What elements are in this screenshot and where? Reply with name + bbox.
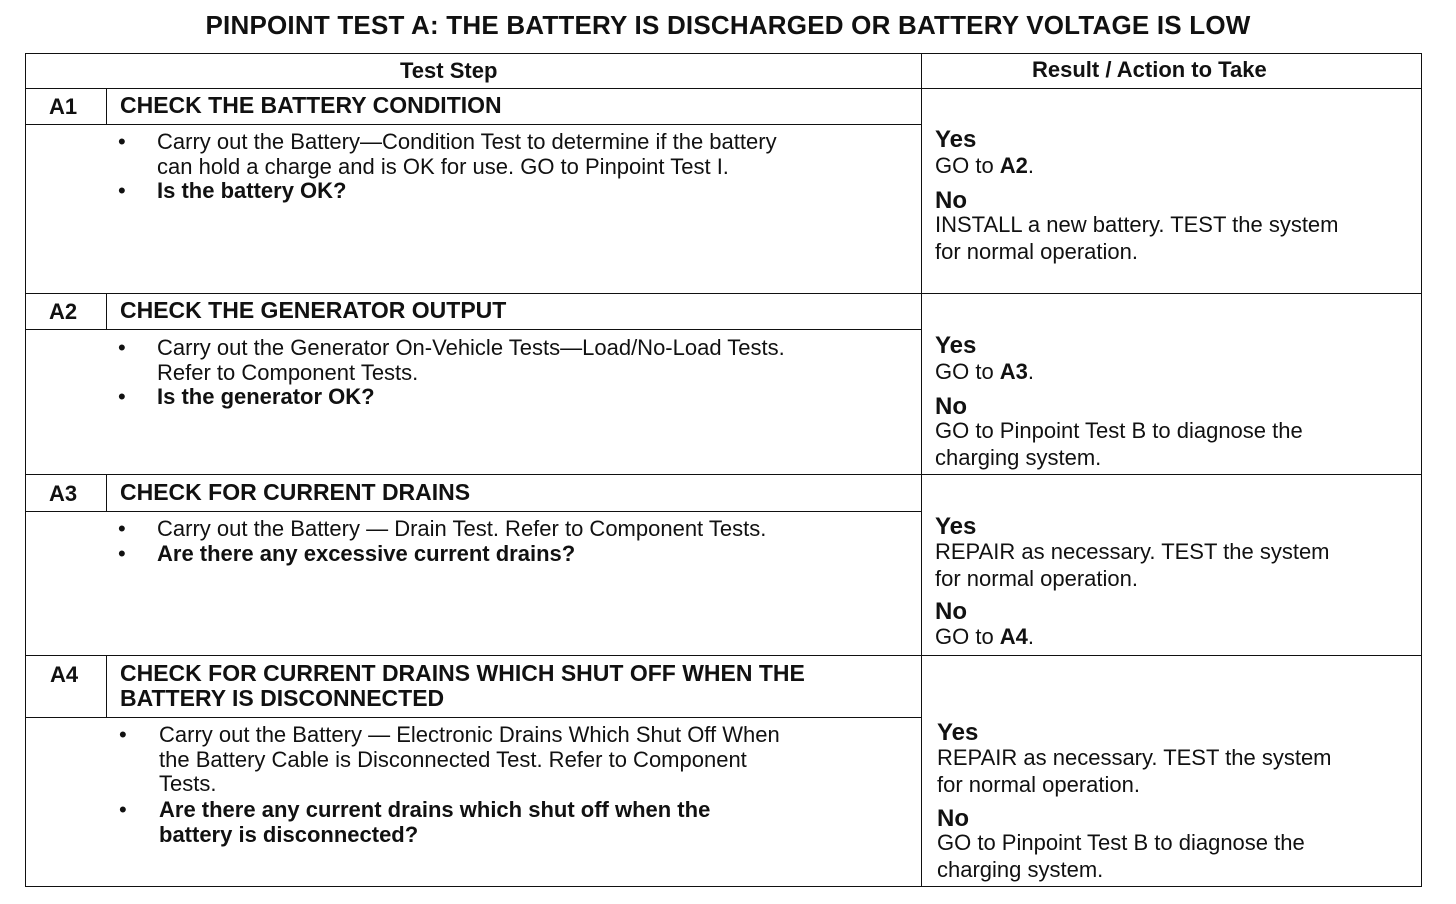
step-instruction: Carry out the Battery — Drain Test. Refer to Component Tests. (157, 516, 767, 541)
step-title: CHECK FOR CURRENT DRAINS (120, 479, 471, 505)
bullet-icon: • (118, 384, 126, 409)
page-title: PINPOINT TEST A: THE BATTERY IS DISCHARGED OR BATTERY VOLTAGE IS LOW (205, 10, 1251, 40)
step-instruction: Carry out the Generator On-Vehicle Tests—Load/No-Load Tests. Refer to Component Tests. (157, 335, 785, 385)
step-title-divider (25, 124, 921, 125)
no-action: GO to Pinpoint Test B to diagnose the charging system. (937, 830, 1305, 882)
step-title-divider (25, 511, 921, 512)
no-label: No (935, 187, 967, 214)
bullet-icon: • (118, 541, 126, 566)
bullet-icon: • (119, 797, 127, 822)
no-label: No (935, 598, 967, 625)
bullet-icon: • (118, 129, 126, 154)
no-action: GO to Pinpoint Test B to diagnose the charging system. (935, 418, 1303, 470)
no-label: No (937, 805, 969, 832)
step-id-divider (106, 474, 107, 511)
no-action: GO to A4. (935, 624, 1035, 649)
step-title-divider (25, 329, 921, 330)
step-id-divider (106, 655, 107, 717)
step-title-divider (25, 717, 921, 718)
step-instruction: Carry out the Battery — Electronic Drains Which Shut Off When the Battery Cable is Disconnected Test. Refer to Component Tests. (159, 722, 780, 796)
yes-action: GO to A2. (935, 153, 1035, 178)
step-id: A1 (49, 94, 78, 119)
yes-label: Yes (937, 719, 979, 746)
yes-action: REPAIR as necessary. TEST the system for normal operation. (935, 539, 1330, 591)
bullet-icon: • (118, 178, 126, 203)
column-divider (921, 53, 922, 887)
row-divider (25, 474, 1422, 475)
row-divider (25, 293, 1422, 294)
yes-label: Yes (935, 513, 977, 540)
yes-label: Yes (935, 126, 977, 153)
yes-action: REPAIR as necessary. TEST the system for normal operation. (937, 745, 1332, 797)
step-id: A2 (49, 299, 78, 324)
row-divider (25, 655, 1422, 656)
step-id-divider (106, 293, 107, 329)
step-id: A4 (50, 662, 79, 687)
header-divider (25, 88, 1422, 89)
yes-action: GO to A3. (935, 359, 1035, 384)
bullet-icon: • (118, 335, 126, 360)
step-instruction: Carry out the Battery—Condition Test to determine if the battery can hold a charge and is OK for use. GO to Pinpoint Test I. (157, 129, 777, 179)
step-question: Is the generator OK? (157, 384, 375, 409)
step-id-divider (106, 88, 107, 124)
header-test-step: Test Step (400, 58, 498, 83)
step-question: Is the battery OK? (157, 178, 347, 203)
step-title: CHECK THE BATTERY CONDITION (120, 92, 502, 118)
step-question: Are there any current drains which shut off when the battery is disconnected? (159, 797, 711, 847)
yes-label: Yes (935, 332, 977, 359)
step-title: CHECK THE GENERATOR OUTPUT (120, 297, 507, 323)
bullet-icon: • (119, 722, 127, 747)
header-result: Result / Action to Take (1032, 57, 1267, 82)
no-label: No (935, 393, 967, 420)
step-title: CHECK FOR CURRENT DRAINS WHICH SHUT OFF WHEN THE BATTERY IS DISCONNECTED (120, 660, 805, 711)
no-action: INSTALL a new battery. TEST the system for normal operation. (935, 212, 1339, 264)
step-question: Are there any excessive current drains? (157, 541, 576, 566)
step-id: A3 (49, 481, 78, 506)
bullet-icon: • (118, 516, 126, 541)
